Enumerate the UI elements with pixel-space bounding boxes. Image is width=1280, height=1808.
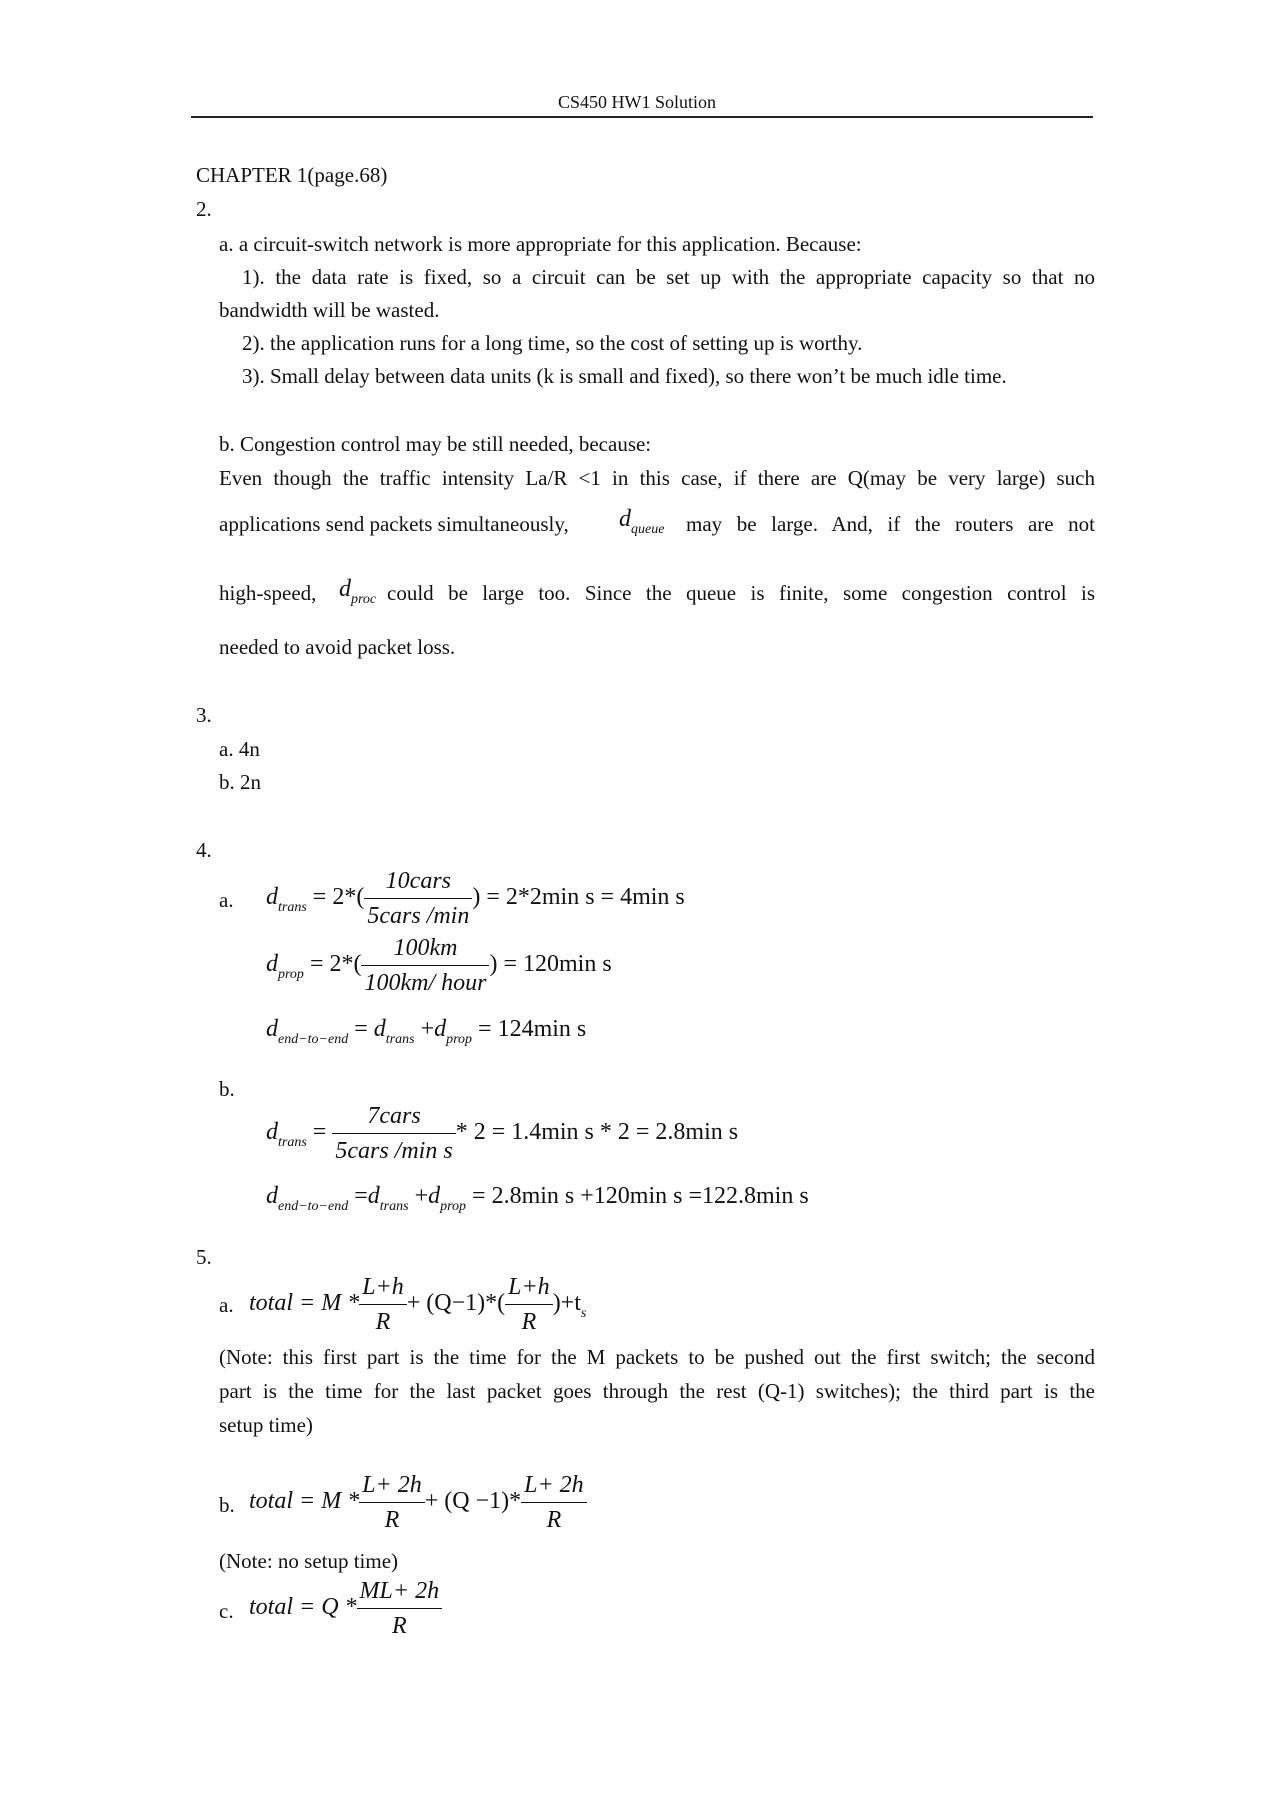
q5-note1-line3: setup time) — [219, 1413, 313, 1437]
q5-c-eq: total = Q * $\frac{ML+ 2h}{R}$ — [249, 1574, 442, 1643]
q2-b-line4: needed to avoid packet loss. — [219, 635, 456, 659]
q5-a-eq: total = M * $\frac{L+h}{R}$ + (Q−1)*( $\frac{L+h}{R}$ )$+t_s$ — [249, 1270, 586, 1339]
q5-note1-line2: part is the time for the last packet goes through the rest (Q-1) switches); the third part is the — [219, 1379, 1095, 1403]
q3-number: 3. — [196, 703, 212, 727]
q2-b-line1: Even though the traffic intensity La/R <1 in this case, if there are Q(may be very large) such — [219, 466, 1095, 490]
q5-b-label: b. — [219, 1493, 235, 1517]
q2-b-intro: b. Congestion control may be still needed, because: — [219, 432, 652, 456]
q4-a-eq1: $d_{trans} = 2*$( $\frac{\text{10cars}}{\text{5cars /min}}$ ) = 2*2min s = 4min s — [266, 864, 685, 933]
q4-a-eq2: $d_{prop} = 2*$( $\frac{100km}{\text{100km/ hour}}$ ) = 120min s — [266, 931, 612, 1000]
q5-note2: (Note: no setup time) — [219, 1549, 399, 1573]
header-rule — [191, 116, 1093, 118]
q2-b-line3-post: could be large too. Since the queue is finite, some congestion control is — [387, 581, 1095, 605]
q5-number: 5. — [196, 1245, 212, 1269]
d-proc-symbol: $d_{proc}$ — [339, 576, 377, 607]
q4-number: 4. — [196, 838, 212, 862]
q2-a1-line1: 1). the data rate is fixed, so a circuit can be set up with the appropriate capacity so that no — [242, 265, 1095, 289]
q4-b-label: b. — [219, 1077, 235, 1101]
d-queue-symbol: $d_{queue}$ — [619, 506, 665, 537]
q3-b: b. 2n — [219, 770, 261, 794]
page-header-title: CS450 HW1 Solution — [558, 92, 717, 112]
q5-b-eq: total = M * $\frac{L+ 2h}{R}$ + (Q −1)* $\frac{L+ 2h}{R}$ — [249, 1468, 587, 1537]
q2-a-intro: a. a circuit-switch network is more appropriate for this application. Because: — [219, 232, 862, 256]
q2-b-line2-pre: applications send packets simultaneously, — [219, 512, 569, 536]
q3-a: a. 4n — [219, 737, 260, 761]
q5-note1-line1: (Note: this first part is the time for the M packets to be pushed out the first switch; the second — [219, 1345, 1095, 1369]
q2-a3: 3). Small delay between data units (k is small and fixed), so there won’t be much idle time. — [242, 364, 1007, 388]
q2-b-line3-pre: high-speed, — [219, 581, 317, 605]
chapter-heading: CHAPTER 1(page.68) — [196, 163, 388, 187]
q4-a-label: a. — [219, 888, 234, 912]
q2-a2: 2). the application runs for a long time, so the cost of setting up is worthy. — [242, 331, 863, 355]
q5-a-label: a. — [219, 1293, 234, 1317]
q2-number: 2. — [196, 197, 212, 221]
q2-b-line2-post: may be large. And, if the routers are not — [686, 512, 1095, 536]
q4-b-eq2: $d_{end-to-end} =d_{trans} +d_{prop} = 2.8\min$ s +120min s =122.8min s — [266, 1183, 809, 1214]
q4-b-eq1: $d_{trans}$ = $\frac{\text{7cars}}{\text{5cars /min s}}$ * 2 = 1.4min s * 2 = 2.8min s — [266, 1099, 738, 1168]
q5-c-label: c. — [219, 1599, 234, 1623]
q2-a1-line2: bandwidth will be wasted. — [219, 298, 440, 322]
q4-a-eq3: $d_{end-to-end} = d_{trans} +d_{prop} = 124\min$ s — [266, 1016, 587, 1047]
